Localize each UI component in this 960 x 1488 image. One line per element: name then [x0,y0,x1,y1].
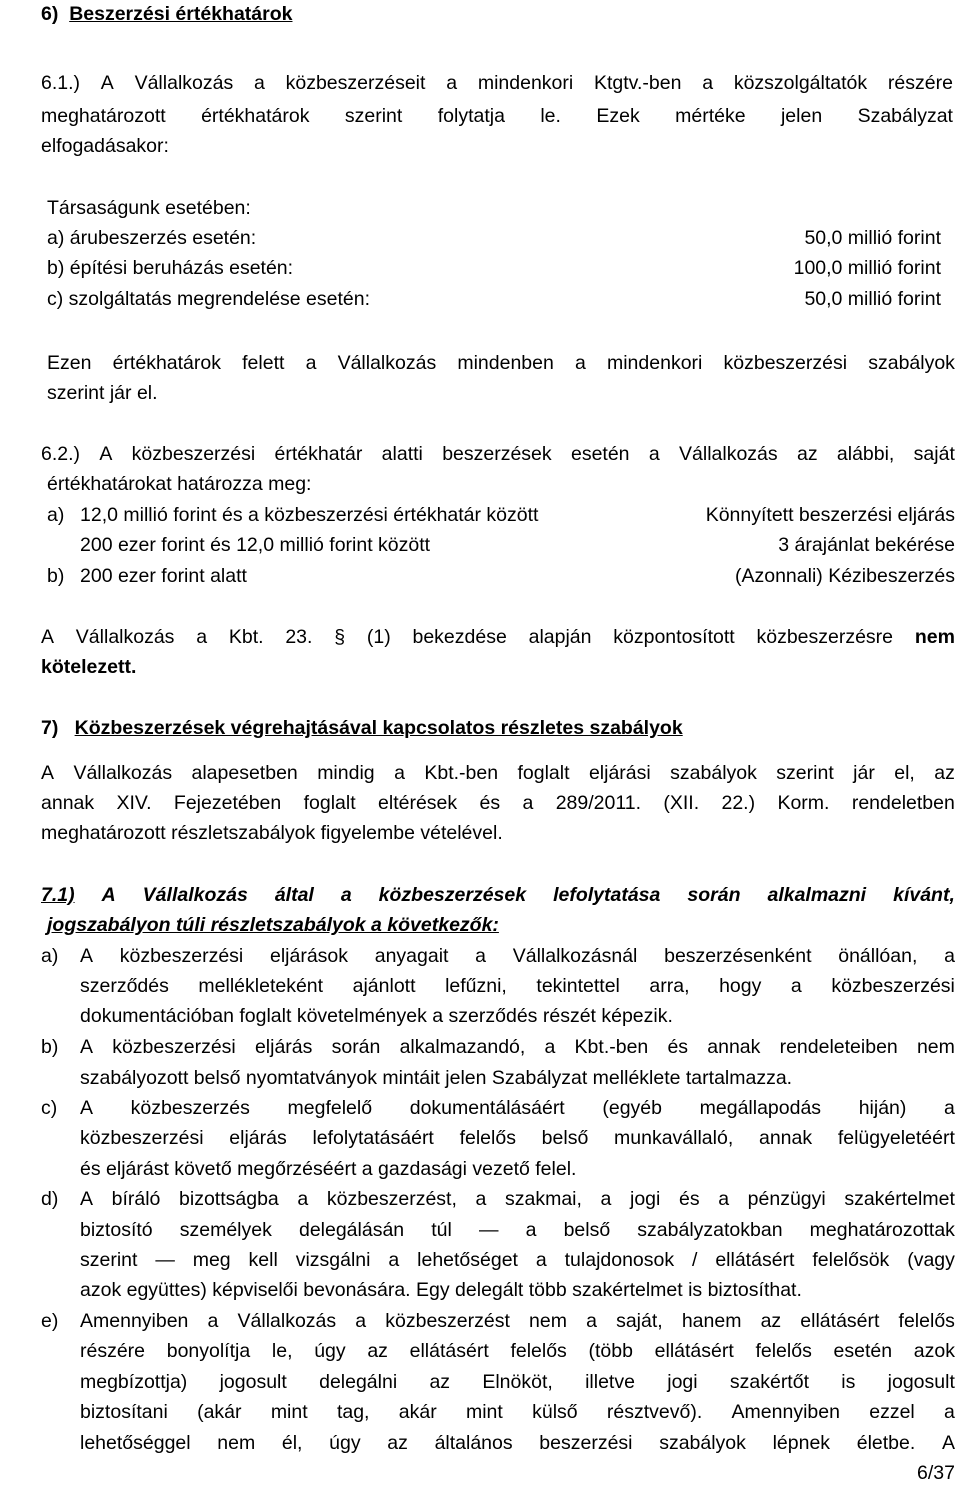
word: a [522,792,534,814]
above-threshold-line [47,351,955,375]
word: és [667,1036,689,1058]
rule-procedure: Könnyített beszerzési eljárás [705,504,955,526]
rule-label: 12,0 millió forint és a közbeszerzési értékhatár között [80,504,539,526]
word: azok [913,1340,955,1362]
word: bonyolítja [166,1340,251,1362]
word: saját, [616,1310,663,1332]
word: szabályok [868,352,955,374]
word: közbeszerzési [80,1127,204,1149]
list-item-line [80,1339,955,1363]
word: értékhatárok [201,105,310,127]
word: és [678,1188,700,1210]
word: közbeszerzés [130,1097,250,1119]
word: értékhatárok [112,352,221,374]
word: lefolytatása [553,884,661,906]
word: Ezek [596,105,640,127]
word: Szabályzat [857,105,953,127]
word: A [41,762,55,784]
rule-procedure: 3 árajánlat bekérése [778,534,955,556]
paragraph-6-1-line [41,104,953,128]
word: (vagy [907,1249,955,1271]
word: a [297,1188,309,1210]
word: mértéke [675,105,746,127]
word: mellékleteként [198,975,324,997]
word: a [574,352,586,374]
list-item-line: dokumentációban foglalt követelmények a szerződés részét képezik. [80,1005,673,1027]
word: akár [398,1401,437,1423]
word: felelősök [812,1249,890,1271]
word: alkalmazandó, [399,1036,526,1058]
word: értékhatár [274,443,363,465]
word: közszolgáltatók [733,72,868,94]
word: Elnököt, [482,1371,553,1393]
list-marker: a) [41,945,59,967]
list-item-line [80,1218,955,1242]
word: belső [541,1127,589,1149]
word: vizsgálni [295,1249,371,1271]
word: (egyéb [602,1097,662,1119]
word: Ktgtv.-ben [593,72,682,94]
word: 6.2.) [41,443,81,465]
word: Vállalkozás [679,443,778,465]
word: A [80,1097,94,1119]
word: úgy [314,1340,346,1362]
list-item-line: azok együttes) képviselői bevonására. Egy delegált több szakértelmet is biztosíthat. [80,1279,802,1301]
word: § [334,626,346,648]
word: Amennyiben [80,1310,189,1332]
word: biztosító [80,1219,153,1241]
word: jogosult [219,1371,287,1393]
word: eljárási [588,762,651,784]
word: a [475,945,487,967]
kbt-bold-line: kötelezett. [41,656,137,678]
word: szakértelmet [844,1188,955,1210]
word: bíráló [111,1188,161,1210]
word: általános [434,1432,513,1454]
word: külső [532,1401,578,1423]
word: el, [894,762,915,784]
word: Vállalkozás [134,72,234,94]
word: pénzügyi [747,1188,826,1210]
word: rendeleteiben [779,1036,898,1058]
word: él, [281,1432,303,1454]
list-item-line [80,1187,955,1211]
word: a [586,1310,597,1332]
word: alábbi, [836,443,895,465]
word: szerint [80,1249,138,1271]
word: Kbt. [228,626,264,648]
word: (több [588,1340,633,1362]
word: a [702,72,714,94]
word: felelős [755,1340,812,1362]
word: beszerzések [442,443,552,465]
word: 6.1.) [41,72,81,94]
word: a [446,72,458,94]
word: annak [758,1127,813,1149]
word: közbeszerzési [723,352,848,374]
threshold-value: 100,0 millió forint [793,257,941,279]
word: közbeszerzést, [326,1188,457,1210]
word: úgy [329,1432,361,1454]
word: eltérések [378,792,458,814]
word: a [475,1188,487,1210]
word: A [80,945,94,967]
word: megfelelő [287,1097,373,1119]
word: Kbt.-ben [424,762,499,784]
word: A [100,72,114,94]
list-item-line: és eljárást követő megőrzéséért a gazdasági vezető felel. [80,1158,577,1180]
word: saját [913,443,955,465]
word: felelős [459,1127,516,1149]
word: mint [270,1401,308,1423]
word: Fejezetében [173,792,282,814]
list-marker: e) [41,1310,59,1332]
word: szabályok [670,762,757,784]
word: szerint [776,762,834,784]
word: hiján) [858,1097,907,1119]
word: szakértőt [729,1371,809,1393]
section-6-heading [41,2,292,26]
word: és [479,792,501,814]
word: belső [563,1219,611,1241]
word: A [80,1188,94,1210]
word: arra, [649,975,690,997]
word: túl [431,1219,452,1241]
word: jogosult [887,1371,955,1393]
word: szakmai, [504,1188,582,1210]
rule-marker: b) [47,565,65,587]
word: Kbt.-ben [574,1036,649,1058]
word: kell [248,1249,278,1271]
word: szerződés [80,975,169,997]
word: mindenkori [606,352,703,374]
word: tulajdonosok [564,1249,675,1271]
list-item-line [80,1309,955,1333]
word: (XII. [663,792,700,814]
word: felett [242,352,285,374]
word: Amennyiben [731,1401,840,1423]
word: alapesetben [191,762,298,784]
word: jogi [667,1371,698,1393]
word: ellátásért [715,1249,795,1271]
word: a [305,352,317,374]
rule-label: 200 ezer forint alatt [80,565,247,587]
word: mint [465,1401,503,1423]
word: meghatározott [41,105,166,127]
word: jár [853,762,875,784]
list-marker: d) [41,1188,59,1210]
word: A [41,626,55,648]
word: illetve [585,1371,635,1393]
word: közbeszerzési [131,443,256,465]
word: le. [540,105,561,127]
paragraph-6-2-line [41,442,955,466]
word: Vállalkozásnál [512,945,638,967]
word: közbeszerzésre [756,626,894,648]
word: ezzel [869,1401,915,1423]
word: Vállalkozás [337,352,437,374]
section-title: Beszerzési értékhatárok [69,3,293,25]
list-item-line [80,974,955,998]
word: megbízottja) [80,1371,188,1393]
word: 289/2011. [555,792,641,814]
word: a [388,1249,400,1271]
word: tag, [336,1401,370,1423]
word: foglalt [303,792,356,814]
word: a [340,884,352,906]
paragraph-6-2-line: értékhatárokat határozza meg: [47,473,312,495]
list-item-line [80,1035,955,1059]
word: delegálásán [298,1219,405,1241]
word: tekintettel [536,975,620,997]
word: esetén [570,443,630,465]
word: A [80,1036,94,1058]
word: mindenkori [477,72,574,94]
word: lehetőséggel [80,1432,191,1454]
word: beszerzési [539,1432,633,1454]
section-7-intro-line: meghatározott részletszabályok figyelembe vételével. [41,822,503,844]
word: le, [271,1340,293,1362]
list-item-line: szabályozott belső nyomtatványok mintáit jelen Szabályzat melléklete tartalmazza. [80,1067,793,1089]
word: szerint [344,105,403,127]
word: dokumentálásáért [409,1097,565,1119]
word: ellátásért [800,1310,880,1332]
threshold-label: b) építési beruházás esetén: [47,257,294,279]
word: meghatározottak [809,1219,955,1241]
word: a [790,975,802,997]
word: alatti [381,443,423,465]
word: nem [217,1432,256,1454]
word: közbeszerzési [831,975,955,997]
word: meg [192,1249,231,1271]
word: az [429,1371,451,1393]
rule-label: 200 ezer forint és 12,0 millió forint között [80,534,431,556]
word: nem [916,1036,955,1058]
word: során [331,1036,381,1058]
word: önállóan, [838,945,918,967]
word: jogi [630,1188,661,1210]
word: ellátásért [654,1340,734,1362]
word: munkavállaló, [614,1127,734,1149]
kbt-paragraph-line [41,625,955,649]
word: az [367,1340,388,1362]
word: a [944,1097,955,1119]
word: az [760,1310,782,1332]
company-heading: Társaságunk esetében: [47,197,251,219]
word: a [600,1188,612,1210]
section-7-intro-line [41,791,955,815]
word: a [944,1401,955,1423]
word: felügyeletéért [837,1127,955,1149]
word: a [648,443,660,465]
word: közbeszerzéseit [285,72,426,94]
word: hogy [719,975,762,997]
word: központosított [613,626,735,648]
word: ajánlott [352,975,416,997]
word: az [387,1432,408,1454]
word: a [196,626,208,648]
word: Vállalkozás [75,626,175,648]
word: a [394,762,405,784]
word: A [941,1432,955,1454]
word: hanem [681,1310,742,1332]
word: — [478,1219,499,1241]
word: anyagait [374,945,449,967]
word: delegálni [319,1371,398,1393]
word: biztosítani [80,1401,168,1423]
list-item-line [80,1370,955,1394]
word: szabályzatokban [637,1219,783,1241]
word: (1) [366,626,391,648]
word: közbeszerzési [112,1036,236,1058]
word: / [692,1249,698,1271]
section-title: Közbeszerzések végrehajtásával kapcsolatos részletes szabályok [74,717,683,739]
word: mindenben [457,352,554,374]
word: alkalmazni [767,884,867,906]
word: az [934,762,955,784]
word: 23. [285,626,313,648]
word: részére [80,1340,146,1362]
word: beszerzésenként [664,945,812,967]
word: XIV. [116,792,152,814]
threshold-label: c) szolgáltatás megrendelése esetén: [47,288,371,310]
paragraph-6-1-line [41,71,953,95]
kbt-bold-nem: nem [914,626,955,648]
subsection-7-1-heading [41,883,955,907]
word: közbeszerzési [119,945,244,967]
word: által [274,884,314,906]
word: bizottságba [179,1188,279,1210]
word: — [155,1249,175,1271]
word: jelen [780,105,823,127]
section-number: 6) [41,3,59,25]
word: lehetőséget [417,1249,518,1271]
paragraph-6-1-line: elfogadásakor: [41,135,169,157]
word: lefűzni, [445,975,507,997]
list-item-line [80,1248,955,1272]
word: is [841,1371,856,1393]
word: A [99,443,113,465]
word: bekezdése [412,626,507,648]
word: során [687,884,741,906]
word: megállapodás [699,1097,822,1119]
word: lefolytatásáért [312,1127,434,1149]
section-number: 7) [41,717,59,739]
list-item-line [80,944,955,968]
word: eljárások [269,945,349,967]
word: részére [887,72,953,94]
word: résztvevő). [606,1401,703,1423]
word: a [535,1249,547,1271]
word: foglalt [517,762,570,784]
word: a [253,72,265,94]
word: A [101,884,116,906]
word: esetén [833,1340,893,1362]
rule-procedure: (Azonnali) Kézibeszerzés [734,565,955,587]
word: az [796,443,818,465]
list-item-line [80,1126,955,1150]
word: Vállalkozás [237,1310,337,1332]
word: a [718,1188,730,1210]
list-item-line [80,1400,955,1424]
subsection-7-1-heading-line: jogszabályon túli részletszabályok a következők: [47,914,499,936]
word: eljárás [254,1036,313,1058]
word: Vállalkozás [73,762,173,784]
word: nem [529,1310,567,1332]
rule-marker: a) [47,504,65,526]
above-threshold-line: szerint jár el. [47,382,158,404]
word: Korm. [777,792,830,814]
word: ellátásért [409,1340,489,1362]
word: alapján [528,626,592,648]
list-marker: b) [41,1036,59,1058]
word: (akár [197,1401,242,1423]
word: a [944,945,955,967]
word: kívánt, [893,884,955,906]
word: közbeszerzést [385,1310,510,1332]
threshold-value: 50,0 millió forint [804,227,941,249]
word: felelős [510,1340,567,1362]
word: annak [707,1036,761,1058]
word: a [544,1036,556,1058]
threshold-label: a) árubeszerzés esetén: [47,227,257,249]
list-item-line [80,1431,955,1455]
word: személyek [179,1219,272,1241]
subsection-number: 7.1) [41,884,75,906]
word: eljárás [229,1127,287,1149]
word: Vállalkozás [142,884,248,906]
word: a [207,1310,219,1332]
word: folytatja [437,105,505,127]
list-marker: c) [41,1097,58,1119]
word: mindig [317,762,375,784]
word: annak [41,792,95,814]
section-7-heading [41,716,683,740]
word: rendeletben [851,792,955,814]
word: a [355,1310,367,1332]
word: a [525,1219,537,1241]
word: felelős [898,1310,955,1332]
word: szabályok [659,1432,746,1454]
threshold-value: 50,0 millió forint [804,288,941,310]
word: 22.) [721,792,756,814]
word: Ezen [47,352,92,374]
word: közbeszerzések [378,884,527,906]
section-7-intro-line [41,761,955,785]
word: életbe. [856,1432,916,1454]
list-item-line [80,1096,955,1120]
word: lépnek [772,1432,831,1454]
page-number: 6/37 [917,1462,955,1484]
